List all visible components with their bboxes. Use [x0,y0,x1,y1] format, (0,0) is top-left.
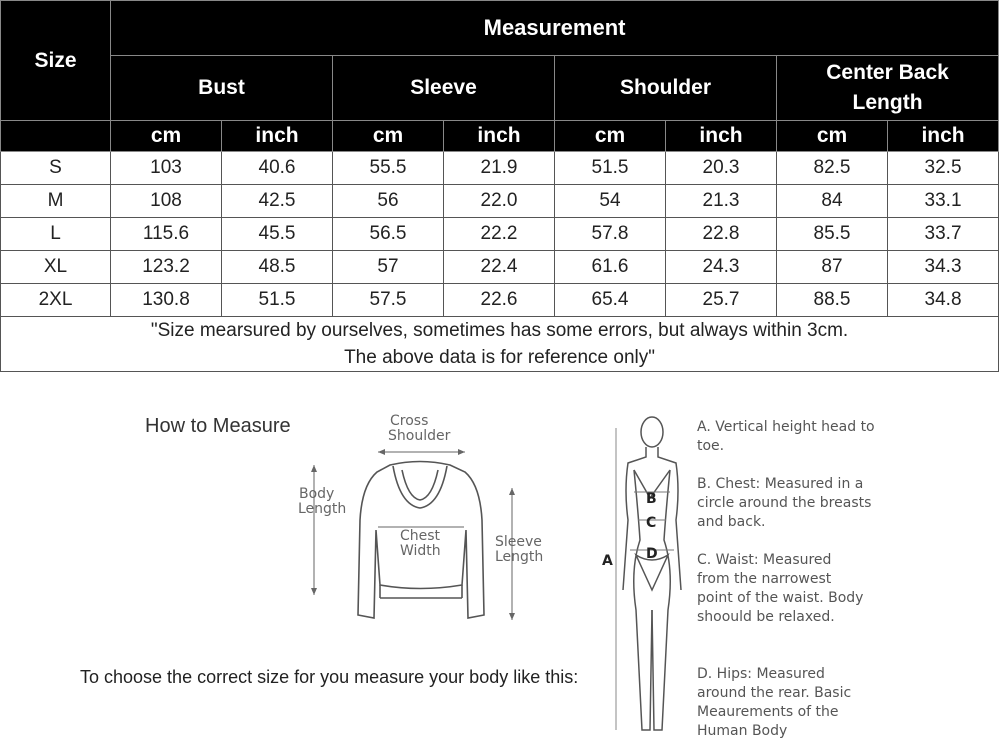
bust-header: Bust [111,56,333,121]
value-cell: 57 [333,251,444,284]
value-cell: 85.5 [777,218,888,251]
garment-measure-diagram [290,410,550,640]
guide-a-text: A. Vertical height head to toe. [697,419,875,454]
value-cell: 33.7 [888,218,999,251]
arrowhead-icon [509,613,515,620]
value-cell: 56.5 [333,218,444,251]
value-cell: 21.9 [444,152,555,185]
unit-header: cm [777,121,888,152]
arrowhead-icon [311,465,317,472]
value-cell: 21.3 [666,185,777,218]
unit-header: inch [666,121,777,152]
guide-b-text: B. Chest: Measured in a circle around the breasts and back. [697,476,872,530]
unit-header: inch [222,121,333,152]
note-line-2: The above data is for reference only" [344,347,655,368]
size-cell: 2XL [1,284,111,317]
value-cell: 40.6 [222,152,333,185]
human-silhouette-icon [623,417,681,730]
arrowhead-icon [458,449,465,455]
size-chart-table [0,0,999,372]
arrowhead-icon [378,449,385,455]
value-cell: 130.8 [111,284,222,317]
unit-header: inch [888,121,999,152]
value-cell: 54 [555,185,666,218]
value-cell: 55.5 [333,152,444,185]
value-cell: 34.8 [888,284,999,317]
value-cell: 82.5 [777,152,888,185]
marker-c: C [646,515,657,531]
value-cell: 33.1 [888,185,999,218]
value-cell: 56 [333,185,444,218]
measurement-header: Measurement [111,1,999,56]
unit-header: inch [444,121,555,152]
value-cell: 57.8 [555,218,666,251]
table-row [1,218,999,251]
value-cell: 22.6 [444,284,555,317]
arrowhead-icon [509,488,515,495]
value-cell: 32.5 [888,152,999,185]
sleeve-header: Sleeve [333,56,555,121]
footer-instruction: To choose the correct size for you measure your body like this: [80,667,579,687]
value-cell: 61.6 [555,251,666,284]
size-unit-spacer [1,121,111,152]
body-length-label-1: Body [299,486,335,502]
center-back-length-line2: Length [852,91,923,114]
unit-header: cm [555,121,666,152]
size-column-header: Size [1,1,111,121]
human-body-figure [590,410,700,744]
value-cell: 51.5 [555,152,666,185]
value-cell: 51.5 [222,284,333,317]
unit-header: cm [333,121,444,152]
value-cell: 20.3 [666,152,777,185]
guide-d-text: D. Hips: Measured around the rear. Basic Meaurements of the Human Body [697,666,852,739]
guide-c-text: C. Waist: Measured from the narrowest point of the waist. Body shoould be relaxed. [697,552,864,625]
center-back-length-line1: Center Back [826,61,949,84]
table-row [1,251,999,284]
size-cell: M [1,185,111,218]
value-cell: 103 [111,152,222,185]
sleeve-length-label-2: Length [495,549,544,565]
marker-b: B [646,491,657,507]
size-cell: L [1,218,111,251]
value-cell: 22.0 [444,185,555,218]
center-back-length-header [777,56,999,121]
size-cell: XL [1,251,111,284]
value-cell: 108 [111,185,222,218]
table-row [1,284,999,317]
measurement-note [1,317,999,372]
value-cell: 24.3 [666,251,777,284]
cross-shoulder-label-1: Cross [390,413,429,429]
table-row [1,152,999,185]
body-length-label-2: Length [298,501,347,517]
value-cell: 115.6 [111,218,222,251]
chest-width-label-1: Chest [400,528,441,544]
value-cell: 22.4 [444,251,555,284]
value-cell: 65.4 [555,284,666,317]
value-cell: 88.5 [777,284,888,317]
arrowhead-icon [311,588,317,595]
size-cell: S [1,152,111,185]
value-cell: 84 [777,185,888,218]
value-cell: 87 [777,251,888,284]
note-line-1: "Size mearsured by ourselves, sometimes has some errors, but always within 3cm. [150,320,849,341]
value-cell: 22.8 [666,218,777,251]
value-cell: 22.2 [444,218,555,251]
how-to-measure-title: How to Measure [145,415,291,437]
marker-d: D [646,546,658,562]
marker-a: A [602,553,613,569]
shoulder-header: Shoulder [555,56,777,121]
value-cell: 42.5 [222,185,333,218]
cross-shoulder-label-2: Shoulder [388,428,451,444]
table-row [1,185,999,218]
value-cell: 25.7 [666,284,777,317]
value-cell: 57.5 [333,284,444,317]
unit-header: cm [111,121,222,152]
sleeve-length-label-1: Sleeve [495,534,542,550]
note-row [1,317,999,372]
value-cell: 34.3 [888,251,999,284]
value-cell: 45.5 [222,218,333,251]
value-cell: 48.5 [222,251,333,284]
chest-width-label-2: Width [400,543,441,559]
value-cell: 123.2 [111,251,222,284]
